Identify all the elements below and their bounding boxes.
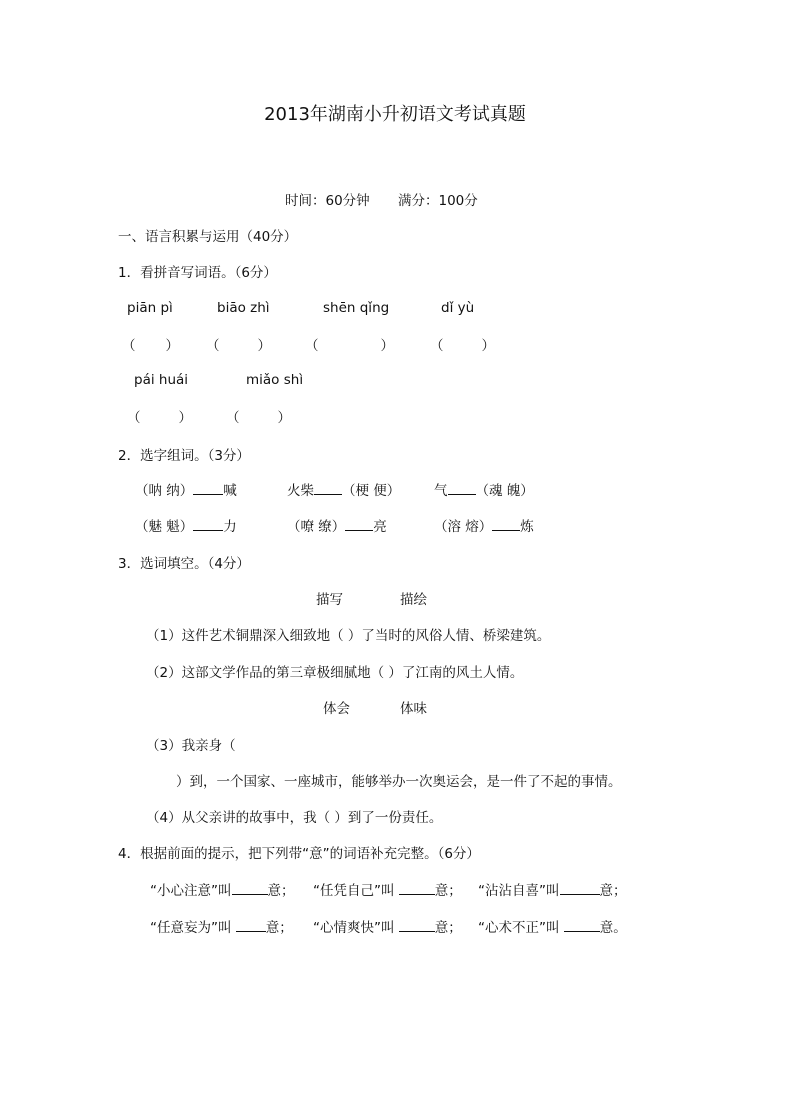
pinyin-5: pái huái	[134, 372, 189, 388]
answer-blank[interactable]	[314, 480, 342, 495]
answer-paren-2[interactable]: （ ）	[206, 338, 271, 354]
q4-item-6: “心术不正”叫 意。	[478, 916, 627, 936]
answer-paren-5[interactable]: （ ）	[127, 410, 192, 426]
q4-item-5: “心情爽快”叫 意；	[313, 916, 462, 936]
answer-blank[interactable]	[399, 880, 435, 895]
q3-sentence-4: （4）从父亲讲的故事中，我（ ）到了一份责任。	[146, 810, 443, 826]
pinyin-3: shēn qǐng	[323, 300, 390, 316]
q1-heading: 1．看拼音写词语。（6分）	[118, 265, 277, 281]
q2-item-5: （嘹 缭） 亮	[287, 515, 387, 535]
q4-heading: 4．根据前面的提示，把下列带“意”的词语补充完整。（6分）	[118, 846, 480, 862]
q2-item-6: （溶 熔） 炼	[434, 515, 534, 535]
q2-item-1: （呐 纳） 喊	[135, 479, 237, 499]
q3-sentence-3b: ）到，一个国家、一座城市，能够举办一次奥运会，是一件了不起的事情。	[176, 774, 622, 790]
q3-sentence-2: （2）这部文学作品的第三章极细腻地（ ）了江南的风土人情。	[146, 665, 524, 681]
word-option: 体会	[323, 701, 350, 717]
answer-paren-3[interactable]: （ ）	[305, 338, 394, 354]
answer-paren-1[interactable]: （ ）	[122, 338, 179, 354]
answer-blank[interactable]	[232, 880, 268, 895]
q2-item-3: 气 （魂 魄）	[434, 479, 534, 499]
q2-item-4: （魅 魁） 力	[135, 515, 237, 535]
pinyin-6: miǎo shì	[246, 372, 304, 388]
answer-blank[interactable]	[560, 880, 600, 895]
answer-blank[interactable]	[345, 516, 373, 531]
q4-item-3: “沾沾自喜”叫 意；	[478, 879, 627, 899]
answer-paren-6[interactable]: （ ）	[226, 410, 291, 426]
word-option: 体味	[400, 701, 427, 717]
answer-blank[interactable]	[564, 917, 600, 932]
answer-blank[interactable]	[492, 516, 520, 531]
q4-item-2: “任凭自己”叫 意；	[313, 879, 462, 899]
answer-blank[interactable]	[193, 516, 223, 531]
word-option: 描写	[316, 592, 343, 608]
exam-score: 满分：100分	[398, 193, 478, 209]
answer-blank[interactable]	[193, 480, 223, 495]
pinyin-2: biāo zhì	[217, 300, 270, 316]
word-option: 描绘	[400, 592, 427, 608]
section1-heading: 一、语言积累与运用（40分）	[118, 229, 298, 245]
exam-time: 时间：60分钟	[285, 193, 370, 209]
pinyin-4: dǐ yù	[441, 300, 475, 316]
q4-item-1: “小心注意”叫 意；	[150, 879, 295, 899]
q3-sentence-3a: （3）我亲身（	[146, 738, 236, 754]
answer-blank[interactable]	[448, 480, 476, 495]
answer-blank[interactable]	[399, 917, 435, 932]
q2-heading: 2．选字组词。（3分）	[118, 448, 250, 464]
answer-blank[interactable]	[236, 917, 266, 932]
page-title: 2013年湖南小升初语文考试真题	[264, 104, 526, 125]
answer-paren-4[interactable]: （ ）	[430, 338, 495, 354]
q4-item-4: “任意妄为”叫 意；	[150, 916, 293, 936]
q3-heading: 3．选词填空。（4分）	[118, 556, 250, 572]
q3-sentence-1: （1）这件艺术铜鼎深入细致地（ ）了当时的风俗人情、桥梁建筑。	[146, 628, 551, 644]
pinyin-1: piān pì	[127, 300, 173, 316]
q2-item-2: 火柴 （梗 便）	[287, 479, 400, 499]
